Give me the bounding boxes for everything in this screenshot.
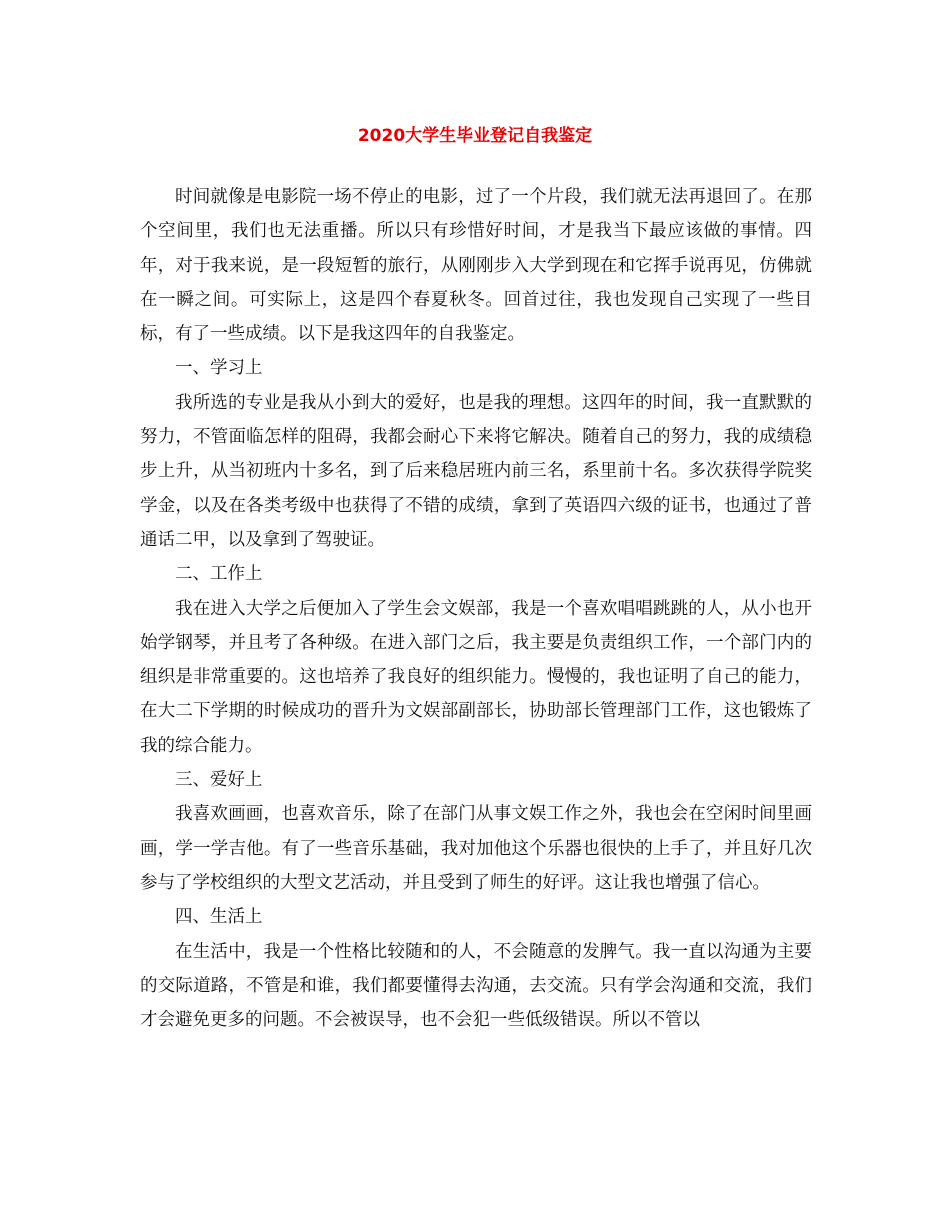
section-paragraph-work: 我在进入大学之后便加入了学生会文娱部，我是一个喜欢唱唱跳跳的人，从小也开始学钢琴，并且考了各种级。在进入部门之后，我主要是负责组织工作，一个部门内的组织是非常重要的。这也培养了我良好的组织能力。慢慢的，我也证明了自己的能力，在大二下学期的时候成功的晋升为文娱部副部长，协助部长管理部门工作，这也锻炼了我的综合能力。 xyxy=(140,598,812,756)
section-paragraph-study: 我所选的专业是我从小到大的爱好，也是我的理想。这四年的时间，我一直默默的努力，不管面临怎样的阻碍，我都会耐心下来将它解决。随着自己的努力，我的成绩稳步上升，从当初班内十多名，到了后来稳居班内前三名，系里前十名。多次获得学院奖学金，以及在各类考级中也获得了不错的成绩，拿到了英语四六级的证书，也通过了普通话二甲，以及拿到了驾驶证。 xyxy=(140,392,812,550)
section-paragraph-hobby: 我喜欢画画，也喜欢音乐，除了在部门从事文娱工作之外，我也会在空闲时间里画画，学一学吉他。有了一些音乐基础，我对加他这个乐器也很快的上手了，并且好几次参与了学校组织的大型文艺活动，并且受到了师生的好评。这让我也增强了信心。 xyxy=(140,804,812,893)
document-title: 2020大学生毕业登记自我鉴定 xyxy=(357,126,593,146)
section-heading-life: 四、生活上 xyxy=(175,907,263,928)
section-heading-study: 一、学习上 xyxy=(175,358,263,379)
section-heading-work: 二、工作上 xyxy=(175,564,263,585)
intro-paragraph: 时间就像是电影院一场不停止的电影，过了一个片段，我们就无法再退回了。在那个空间里，我们也无法重播。所以只有珍惜好时间，才是我当下最应该做的事情。四年，对于我来说，是一段短暂的旅行，从刚刚步入大学到现在和它挥手说再见，仿佛就在一瞬之间。可实际上，这是四个春夏秋冬。回首过往，我也发现自己实现了一些目标，有了一些成绩。以下是我这四年的自我鉴定。 xyxy=(140,187,812,345)
section-paragraph-life: 在生活中，我是一个性格比较随和的人，不会随意的发脾气。我一直以沟通为主要的交际道路，不管是和谁，我们都要懂得去沟通，去交流。只有学会沟通和交流，我们才会避免更多的问题。不会被误导，也不会犯一些低级错误。所以不管以 xyxy=(140,941,812,1031)
section-heading-hobby: 三、爱好上 xyxy=(175,770,263,791)
document-body xyxy=(140,180,812,1037)
